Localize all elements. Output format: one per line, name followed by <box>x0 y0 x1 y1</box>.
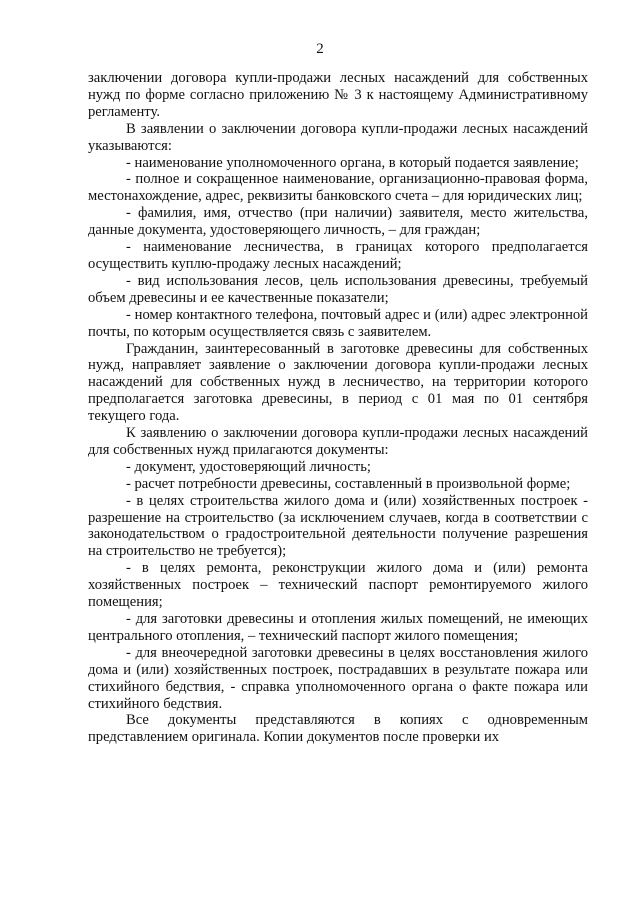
paragraph-submission-period: Гражданин, заинтересованный в заготовке древесины для собственных нужд, направляет заявление о заключении договора купли-продажи лесных насаждений для собственных нужд в лесничество, на территории которого предполагается заготовка древесины, в период с 01 мая по 01 сентября текущего года. <box>88 340 588 425</box>
list-item-repair-passport: - в целях ремонта, реконструкции жилого дома и (или) ремонта хозяйственных построек – технический паспорт ремонтируемого жилого помещения; <box>88 560 588 611</box>
list-item-building-permit: - в целях строительства жилого дома и (или) хозяйственных построек - разрешение на строительство (за исключением случаев, когда в соответствии с законодательством о градостроительной деятельности получение разрешения на строительство не требуется); <box>88 492 588 560</box>
paragraph-continuation: заключении договора купли-продажи лесных насаждений для собственных нужд по форме согласно приложению № 3 к настоящему Административному регламенту. <box>88 70 588 120</box>
list-item-citizen-details: - фамилия, имя, отчество (при наличии) заявителя, место жительства, данные документа, удостоверяющего личность, – для граждан; <box>88 205 588 239</box>
list-item-wood-calculation: - расчет потребности древесины, составленный в произвольной форме; <box>126 475 571 492</box>
document-body <box>88 70 588 746</box>
paragraph-attached-documents: К заявлению о заключении договора купли-продажи лесных насаждений для собственных нужд прилагаются документы: <box>88 425 588 458</box>
list-item-contact-details: - номер контактного телефона, почтовый адрес и (или) адрес электронной почты, по которым осуществляется связь с заявителем. <box>88 306 588 340</box>
list-item-disaster-certificate: - для внеочередной заготовки древесины в целях восстановления жилого дома и (или) хозяйственных построек, пострадавших в результате пожара или стихийного бедствия, - справка уполномоченного органа о факте пожара или стихийного бедствия. <box>88 644 588 712</box>
list-item-identity-document: - документ, удостоверяющий личность; <box>126 458 371 475</box>
list-item-authority-name: - наименование уполномоченного органа, в который подается заявление; <box>126 154 579 171</box>
list-item-legal-entity-details: - полное и сокращенное наименование, организационно-правовая форма, местонахождение, адрес, реквизиты банковского счета – для юридических лиц; <box>88 171 588 205</box>
paragraph-copies: Все документы представляются в копиях с одновременным представлением оригинала. Копии документов после проверки их <box>88 712 588 746</box>
list-item-heating-passport: - для заготовки древесины и отопления жилых помещений, не имеющих центрального отопления, – технический паспорт жилого помещения; <box>88 611 588 644</box>
list-item-forest-use: - вид использования лесов, цель использования древесины, требуемый объем древесины и ее качественные показатели; <box>88 272 588 306</box>
list-item-forestry-name: - наименование лесничества, в границах которого предполагается осуществить куплю-продажу лесных насаждений; <box>88 239 588 272</box>
paragraph-application-contents: В заявлении о заключении договора купли-продажи лесных насаждений указываются: <box>88 120 588 154</box>
page-number: 2 <box>316 41 324 57</box>
